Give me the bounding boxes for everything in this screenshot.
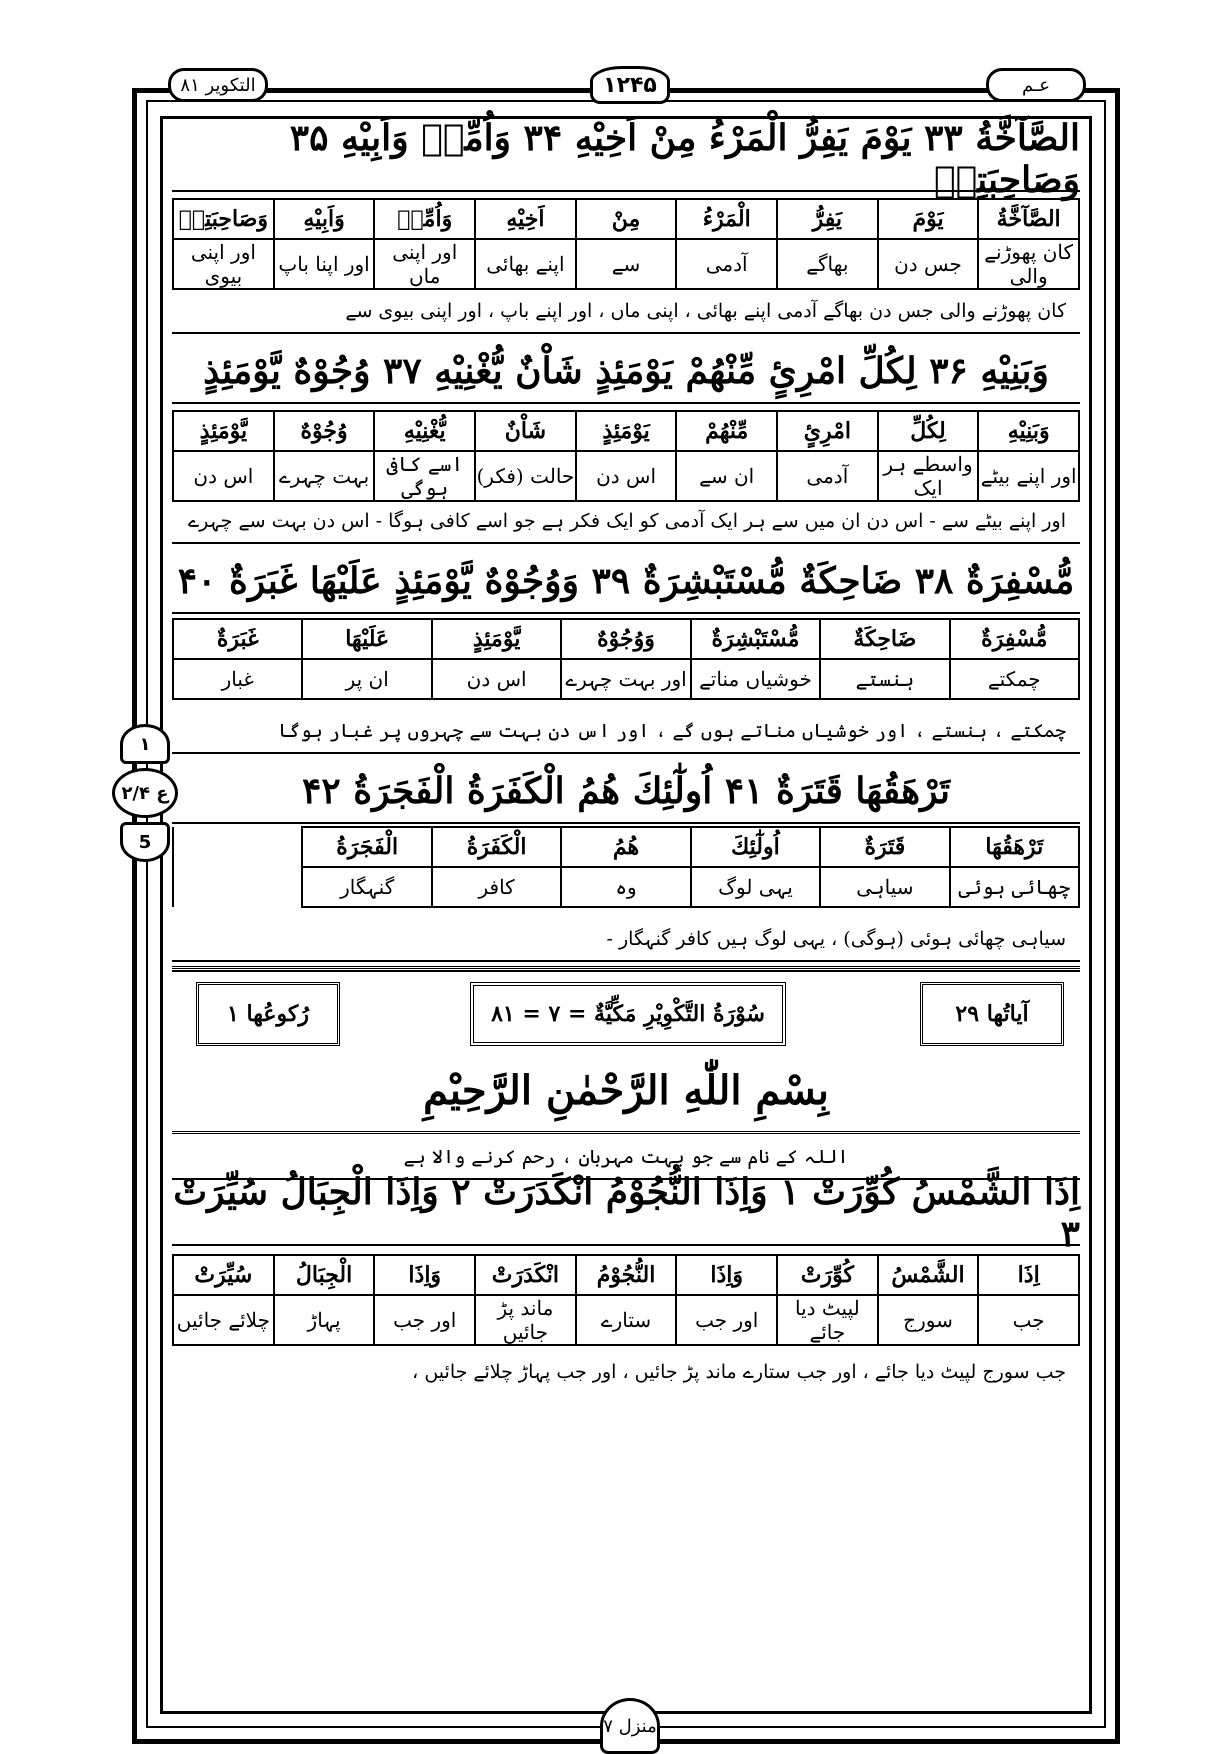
word-cell: وُجُوْهٌ [274,411,375,451]
meaning-cell: کافر [432,867,561,907]
meaning-cell: گنہگار [302,867,431,907]
word-table-1 [172,198,1080,290]
meaning-cell: ہنستے [820,659,949,699]
word-cell: يُّغْنِيْهِ [374,411,475,451]
ayah-line-2: وَبَنِيْهِ ۳۶ لِكُلِّ امْرِئٍ مِّنْهُمْ يَوْمَئِذٍ شَاْنٌ يُّغْنِيْهِ ۳۷ وُجُوْهٌ يَّوْمَئِذٍ [172,340,1080,404]
word-cell: الصَّآخَّةُ [978,199,1079,239]
word-cell: هُمُ [561,827,690,867]
surah-name-tab: التکویر ۸۱ [168,68,268,102]
word-cell: الْكَفَرَةُ [432,827,561,867]
table-row [173,619,1079,659]
manzil-tab: منزل ۷ [600,1698,660,1754]
meaning-cell: چھائی ہوئی [950,867,1079,907]
meaning-cell: سورج [878,1295,979,1345]
word-cell: اُولٰٓئِكَ [691,827,820,867]
word-cell: مِّنْهُمْ [676,411,777,451]
meaning-cell: کان پھوڑنے والی [978,239,1079,289]
word-cell: يَفِرُّ [777,199,878,239]
meaning-cell: اپنے بھائی [475,239,576,289]
meaning-cell: خوشیاں مناتے [691,659,820,699]
word-cell: لِكُلِّ [878,411,979,451]
word-cell: غَبَرَةٌ [173,619,302,659]
meaning-cell: اور اپنی بیوی [173,239,274,289]
translation-line-1: کان پھوڑنے والی جس دن بھاگے آدمی اپنے بھائی ، اپنی ماں ، اور اپنے باپ ، اور اپنی بیوی سے [172,290,1080,334]
meaning-cell: اس دن [432,659,561,699]
empty-cell [173,867,302,907]
word-cell: اَخِيْهِ [475,199,576,239]
ayah-line-1: الصَّآخَّةُ ۳۳ يَوْمَ يَفِرُّ الْمَرْءُ مِنْ اَخِيْهِ ۳۴ وَاُمِّهٖ وَاَبِيْهِ ۳۵ وَصَاحِبَتِهٖ [172,128,1080,192]
table-row [173,451,1079,501]
page-number: ۱۲۴۵ [590,66,670,104]
meaning-cell: ماند پڑ جائیں [475,1295,576,1345]
word-cell: وَبَنِيْهِ [978,411,1079,451]
meaning-cell: آدمی [777,451,878,501]
table-row [173,199,1079,239]
translation-line-3: چمکتے ، ہنستے ، اور خوشیاں مناتے ہوں گے ، اور اس دن بہت سے چہروں پر غبار ہوگا [172,710,1080,754]
table-row [173,1295,1079,1345]
empty-cell [173,827,302,867]
meaning-cell: ان پر [302,659,431,699]
meaning-cell: یہی لوگ [691,867,820,907]
word-cell: يَّوْمَئِذٍ [432,619,561,659]
meaning-cell: واسطے ہر ایک [878,451,979,501]
side-badge-bottom: 5 [120,822,170,862]
table-row [173,411,1079,451]
meaning-cell: اس دن [576,451,677,501]
word-cell: يَوْمَئِذٍ [576,411,677,451]
meaning-cell: جب [978,1295,1079,1345]
meaning-cell: چمکتے [950,659,1079,699]
word-cell: مُّسْتَبْشِرَةٌ [691,619,820,659]
word-table-5 [172,1254,1080,1346]
word-cell: النُّجُوْمُ [576,1255,677,1295]
word-table-4 [172,826,1080,908]
ruku-badge: ع ۲/۴ [112,768,178,818]
meaning-cell: ستارے [576,1295,677,1345]
meaning-cell: اور اپنا باپ [274,239,375,289]
translation-line-2: اور اپنے بیٹے سے - اس دن ان میں سے ہر ایک آدمی کو ایک فکر ہے جو اسے کافی ہوگا - اس دن بہت سے چہرے [172,500,1080,544]
meaning-cell: حالت (فکر) [475,451,576,501]
word-cell: الْمَرْءُ [676,199,777,239]
bismillah: بِسْمِ اللّٰهِ الرَّحْمٰنِ الرَّحِيْمِ [172,1050,1080,1134]
word-cell: قَتَرَةٌ [820,827,949,867]
word-table-3 [172,618,1080,700]
translation-line-4: سیاہی چھائی ہوئی (ہوگی) ، یہی لوگ ہیں کافر گنہگار - [172,918,1080,962]
word-table-2 [172,410,1080,502]
surah-title-box: ۸۱ = سُوْرَةُ التَّكْوِيْرِ مَكِّيَّةٌ = ۷ [470,982,786,1046]
word-cell: امْرِئٍ [777,411,878,451]
translation-line-5: جب سورج لپیٹ دیا جائے ، اور جب ستارے ماند پڑ جائیں ، اور جب پہاڑ چلائے جائیں ، [412,1361,1066,1383]
word-cell: وَاَبِيْهِ [274,199,375,239]
ayah-line-5: اِذَا الشَّمْسُ كُوِّرَتْ ۱ وَاِذَا النُّجُوْمُ انْكَدَرَتْ ۲ وَاِذَا الْجِبَالُ سُيِّرَتْ ۳ [173,1171,1080,1255]
word-cell: وَاِذَا [676,1255,777,1295]
word-cell: وَوُجُوْهٌ [561,619,690,659]
word-cell: يَّوْمَئِذٍ [173,411,274,451]
word-cell: انْكَدَرَتْ [475,1255,576,1295]
table-row [173,659,1079,699]
word-cell: تَرْهَقُهَا [950,827,1079,867]
meaning-cell: بہت چہرے [274,451,375,501]
section-divider [172,966,1080,972]
meaning-cell: جس دن [878,239,979,289]
bismillah-translation: اللہ کے نام سے جو بہت مہربان ، رحم کرنے والا ہے [172,1136,1080,1180]
meaning-cell: وہ [561,867,690,907]
word-cell: مُّسْفِرَةٌ [950,619,1079,659]
word-cell: شَاْنٌ [475,411,576,451]
table-row [173,827,1079,867]
meaning-cell: پہاڑ [274,1295,375,1345]
ayah-line-3: مُّسْفِرَةٌ ۳۸ ضَاحِكَةٌ مُّسْتَبْشِرَةٌ ۳۹ وَوُجُوْهٌ يَّوْمَئِذٍ عَلَيْهَا غَبَرَةٌ ۴۰ [172,550,1080,614]
meaning-cell: اور جب [676,1295,777,1345]
table-row [173,867,1079,907]
word-cell: يَوْمَ [878,199,979,239]
meaning-cell: چلائے جائیں [173,1295,274,1345]
meaning-cell: اور بہت چہرے [561,659,690,699]
meaning-cell: ان سے [676,451,777,501]
meaning-cell: اور اپنی ماں [374,239,475,289]
table-row [173,1255,1079,1295]
side-badge-top: ۱ [120,724,170,764]
ayah-line-4: تَرْهَقُهَا قَتَرَةٌ ۴۱ اُولٰٓئِكَ هُمُ الْكَفَرَةُ الْفَجَرَةُ ۴۲ [172,760,1080,824]
meaning-cell: اسے کافی ہوگی [374,451,475,501]
meaning-cell: غبار [173,659,302,699]
word-cell: وَصَاحِبَتِهٖ [173,199,274,239]
word-cell: وَاُمِّهٖ [374,199,475,239]
meaning-cell: اور اپنے بیٹے [978,451,1079,501]
word-cell: ضَاحِكَةٌ [820,619,949,659]
word-cell: وَاِذَا [374,1255,475,1295]
ayat-count-box: آیاتُها ۲۹ [920,982,1064,1046]
table-row [173,239,1079,289]
meaning-cell: اس دن [173,451,274,501]
word-cell: الْفَجَرَةُ [302,827,431,867]
ruku-count-box: رُکوعُها ۱ [196,982,340,1046]
word-cell: عَلَيْهَا [302,619,431,659]
meaning-cell: لپیٹ دیا جائے [777,1295,878,1345]
meaning-cell: بھاگے [777,239,878,289]
word-cell: الْجِبَالُ [274,1255,375,1295]
word-cell: اِذَا [978,1255,1079,1295]
word-cell: مِنْ [576,199,677,239]
meaning-cell: اور جب [374,1295,475,1345]
meaning-cell: سے [576,239,677,289]
word-cell: سُيِّرَتْ [173,1255,274,1295]
para-name-tab: عـم [986,68,1086,102]
word-cell: الشَّمْسُ [878,1255,979,1295]
meaning-cell: سیاہی [820,867,949,907]
word-cell: كُوِّرَتْ [777,1255,878,1295]
meaning-cell: آدمی [676,239,777,289]
